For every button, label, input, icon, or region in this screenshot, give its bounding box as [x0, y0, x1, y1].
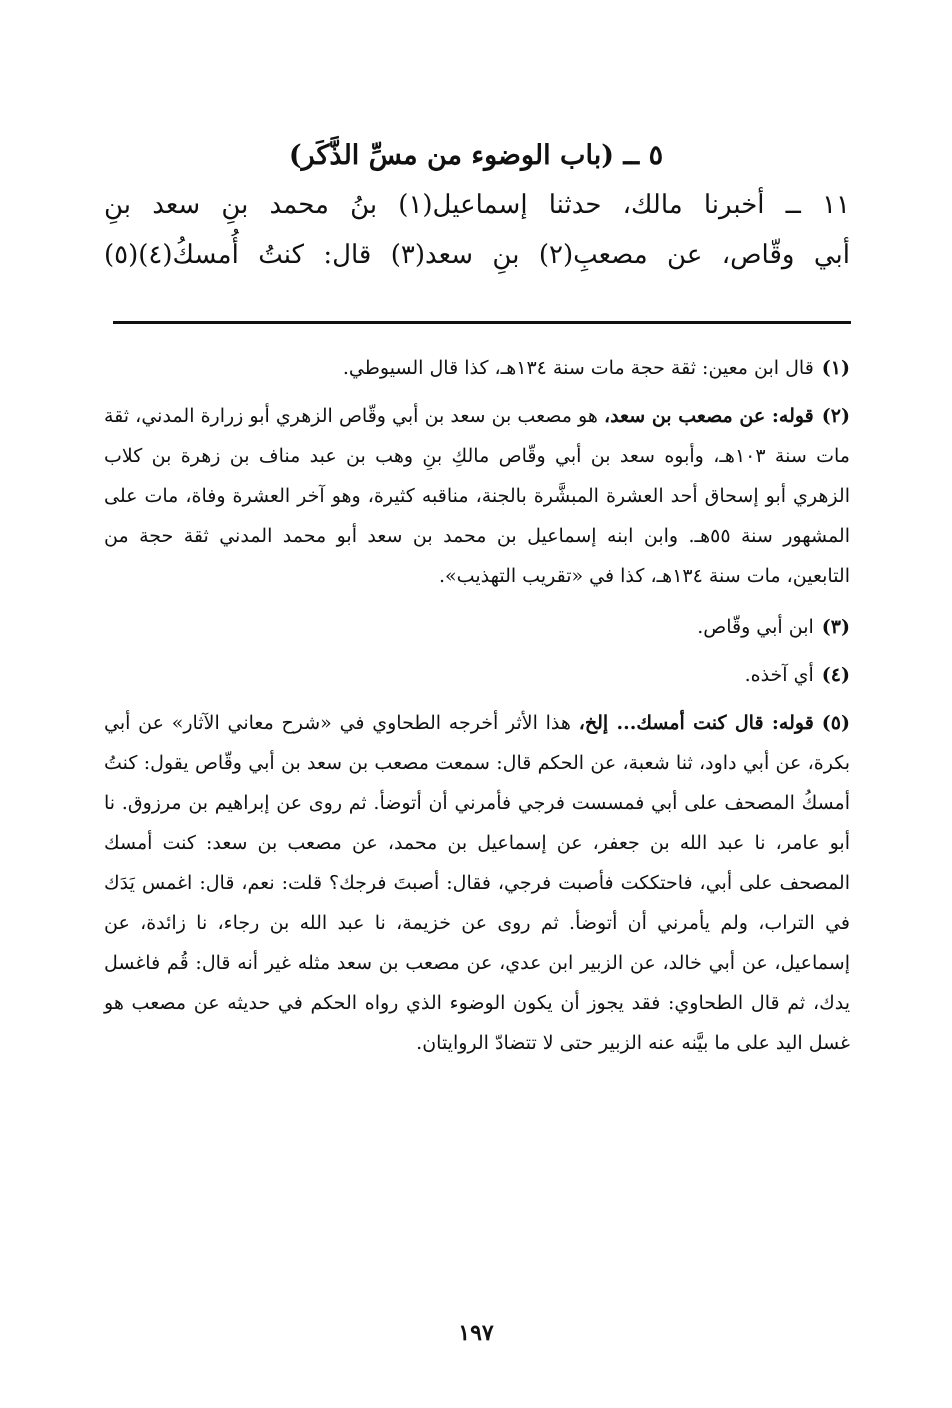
footnote-2	[104, 396, 850, 596]
footnote-text: هذا الأثر أخرجه الطحاوي في «شرح معاني الآثار» عن أبي بكرة، عن أبي داود، ثنا شعبة، عن الحكم قال: سمعت مصعب بن سعد بن أبي وقّاص يقول: كنتُ أمسكُ المصحف على أبي فمسست فرجي فأمرني أن أتوضأ. ثم روى عن إبراهيم بن مرزوق. نا أبو عامر، نا عبد الله بن جعفر، عن إسماعيل بن محمد، عن مصعب بن سعد: كنت أمسك المصحف على أبي، فاحتككت فأصبت فرجي، فقال: أصبتَ فرجك؟ قلت: نعم، قال: اغمس يَدَك في التراب، ولم يأمرني أن أتوضأ. ثم روى عن خزيمة، نا عبد الله بن رجاء، نا زائدة، عن إسماعيل، عن أبي خالد، عن الزبير ابن عدي، عن مصعب بن سعد مثله غير أنه قال: قُم فاغسل يدك، ثم قال الطحاوي: فقد يجوز أن يكون الوضوء الذي رواه الحكم في حديثه عن مصعب هو غسل اليد على ما بيَّنه عنه الزبير حتى لا تتضادّ الروايتان.	[104, 712, 850, 1054]
hadith-line-2: أبي وقّاص، عن مصعبِ(٢) بنِ سعد(٣) قال: كنتُ أُمسكُ(٤)(٥)	[104, 240, 850, 270]
footnote-1	[104, 348, 850, 388]
footnote-text: هو مصعب بن سعد بن أبي وقّاص الزهري أبو زرارة المدني، ثقة مات سنة ١٠٣هـ، وأبوه سعد بن أبي وقّاص مالكِ بنِ وهب بن عبد مناف بن زهرة بن كلاب الزهري أبو إسحاق أحد العشرة المبشَّرة بالجنة، مناقبه كثيرة، وهو آخر العشرة وفاة، مات على المشهور سنة ٥٥هـ. وابن ابنه إسماعيل بن محمد بن سعد أبو محمد المدني ثقة حجة من التابعين، مات سنة ١٣٤هـ، كذا في «تقريب التهذيب».	[104, 405, 850, 587]
footnote-text: أي آخذه.	[744, 664, 814, 686]
footnote-number: (٢)	[821, 405, 850, 427]
footnote-4	[104, 655, 850, 695]
footnote-lead: قوله: عن مصعب بن سعد،	[603, 405, 814, 427]
footnote-text: قال ابن معين: ثقة حجة مات سنة ١٣٤هـ، كذا قال السيوطي.	[342, 357, 814, 379]
footnote-divider	[113, 321, 851, 324]
footnote-lead: قوله: قال كنت أمسك... إلخ،	[578, 712, 814, 734]
footnote-text: ابن أبي وقّاص.	[697, 616, 814, 638]
footnote-5	[104, 703, 850, 1063]
footnote-number: (٤)	[821, 664, 850, 686]
chapter-title: ٥ ــ (باب الوضوء من مسِّ الذَّكَر)	[288, 140, 664, 171]
hadith-text	[104, 180, 850, 280]
page-number: ١٩٧	[458, 1320, 494, 1346]
footnote-number: (١)	[821, 357, 850, 379]
footnote-number: (٥)	[821, 712, 850, 734]
footnotes	[104, 348, 850, 1074]
footnote-3	[104, 607, 850, 647]
hadith-line-1: ١١ ــ أخبرنا مالك، حدثنا إسماعيل(١) بنُ محمد بنِ سعد بنِ	[104, 190, 851, 220]
footnote-number: (٣)	[821, 616, 850, 638]
